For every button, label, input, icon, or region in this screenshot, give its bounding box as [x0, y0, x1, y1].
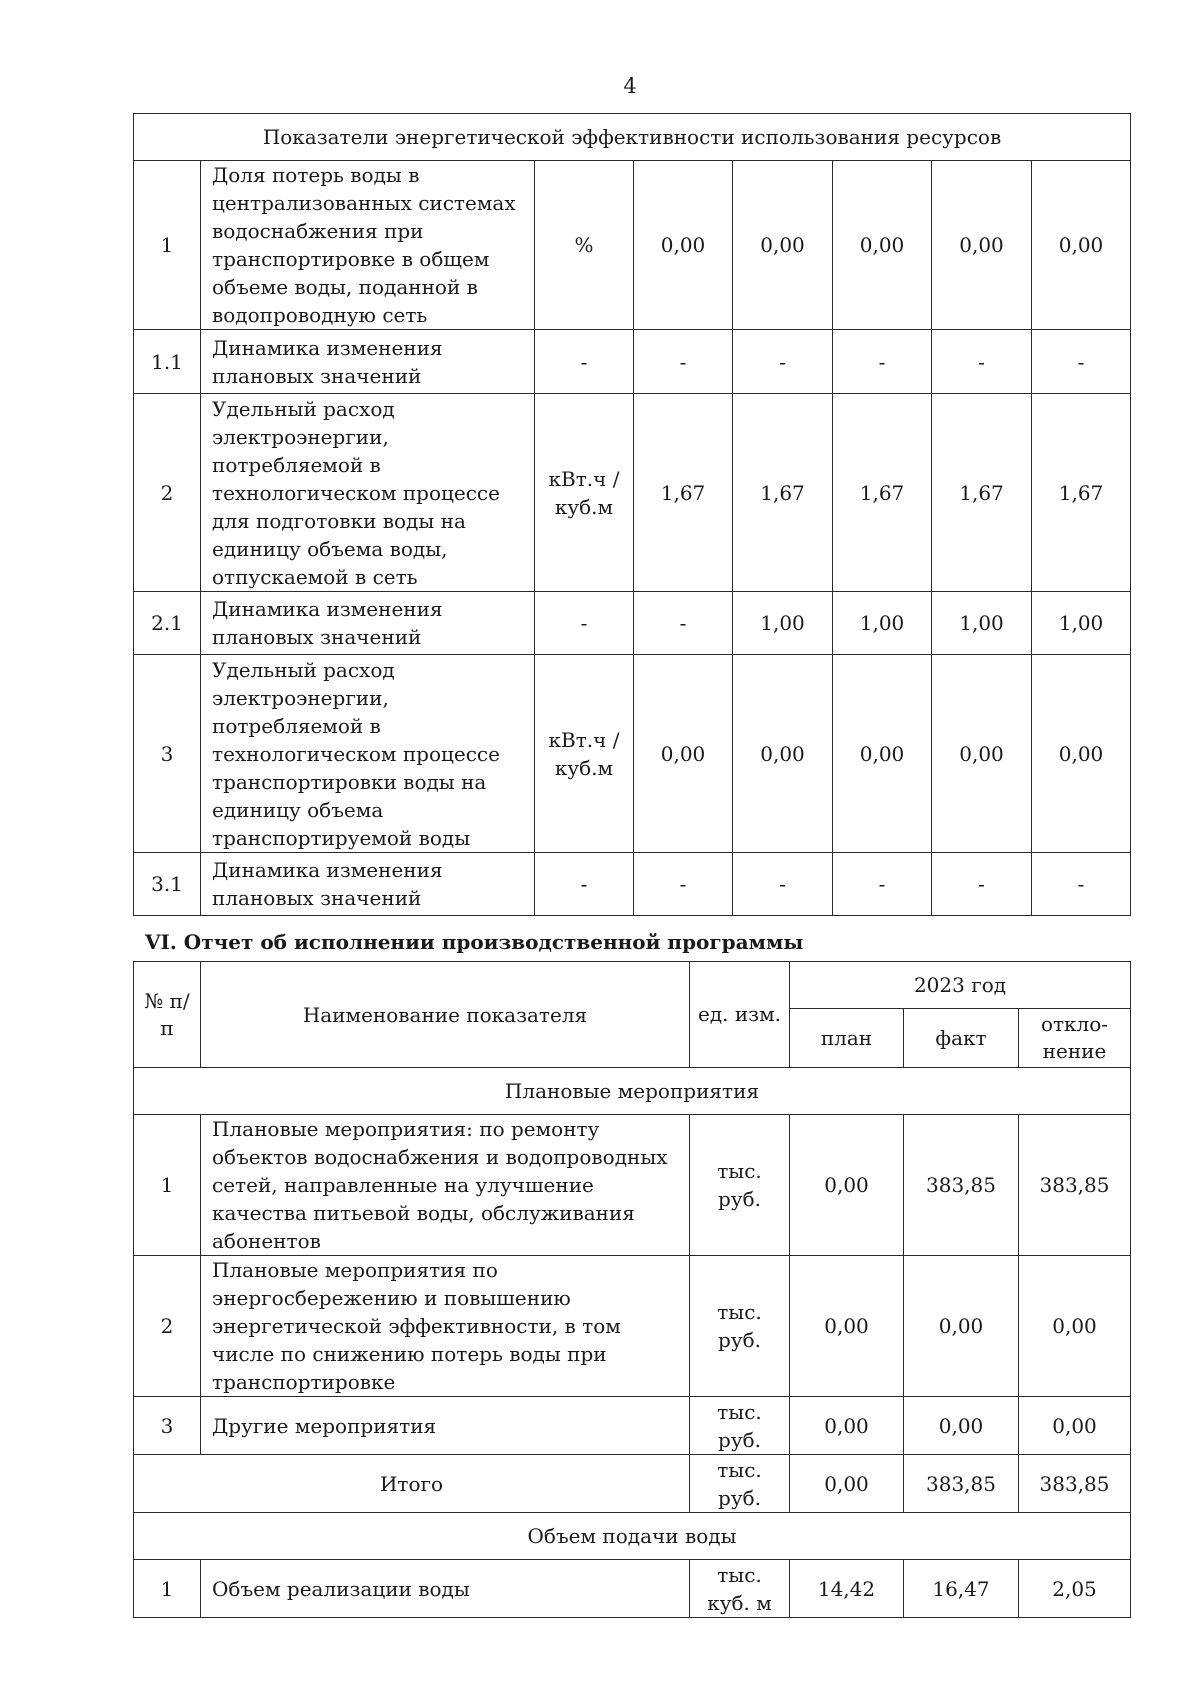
- row-number: 1.1: [134, 330, 201, 394]
- unit: -: [535, 853, 634, 916]
- value-cell: 0,00: [1032, 161, 1131, 330]
- value-cell: 0,00: [932, 161, 1032, 330]
- deviation-value: 2,05: [1019, 1560, 1131, 1618]
- value-cell: 1,00: [833, 592, 932, 655]
- value-cell: 0,00: [932, 655, 1032, 853]
- table-row: [134, 1256, 1131, 1397]
- plan-value: 14,42: [790, 1560, 904, 1618]
- value-cell: 1,67: [1032, 394, 1131, 592]
- header-unit: ед. изм.: [690, 962, 790, 1068]
- value-cell: -: [634, 330, 733, 394]
- plan-value: 0,00: [790, 1256, 904, 1397]
- value-cell: -: [733, 330, 833, 394]
- header-row: [134, 962, 1131, 1009]
- indicator-name: Динамика изменения плановых значений: [201, 592, 535, 655]
- value-cell: 1,67: [932, 394, 1032, 592]
- header-year: 2023 год: [790, 962, 1131, 1009]
- total-label: Итого: [134, 1455, 690, 1513]
- unit: -: [535, 592, 634, 655]
- value-cell: 0,00: [634, 655, 733, 853]
- unit: -: [535, 330, 634, 394]
- value-cell: 1,67: [833, 394, 932, 592]
- row-number: 1: [134, 1115, 201, 1256]
- row-number: 1: [134, 161, 201, 330]
- header-fact: факт: [904, 1009, 1019, 1068]
- unit: %: [535, 161, 634, 330]
- unit: тыс. куб. м: [690, 1560, 790, 1618]
- value-cell: -: [733, 853, 833, 916]
- deviation-value: 0,00: [1019, 1397, 1131, 1455]
- row-number: 3.1: [134, 853, 201, 916]
- measure-name: Объем реализации воды: [201, 1560, 690, 1618]
- table-row: [134, 394, 1131, 592]
- indicator-name: Удельный расход электроэнергии, потребляемой в технологическом процессе для подготовки воды на единицу объема воды, отпускаемой в сеть: [201, 394, 535, 592]
- energy-efficiency-table: [133, 113, 1131, 916]
- value-cell: -: [634, 853, 733, 916]
- fact-value: 383,85: [904, 1115, 1019, 1256]
- measure-name: Плановые мероприятия по энергосбережению и повышению энергетической эффективности, в том числе по снижению потерь воды при транспортировке: [201, 1256, 690, 1397]
- header-number: № п/п: [134, 962, 201, 1068]
- deviation-value: 0,00: [1019, 1256, 1131, 1397]
- value-cell: -: [932, 330, 1032, 394]
- table-row: [134, 330, 1131, 394]
- value-cell: -: [833, 330, 932, 394]
- measure-name: Плановые мероприятия: по ремонту объектов водоснабжения и водопроводных сетей, направленные на улучшение качества питьевой воды, обслуживания абонентов: [201, 1115, 690, 1256]
- unit: тыс. руб.: [690, 1115, 790, 1256]
- value-cell: 1,00: [733, 592, 833, 655]
- header-plan: план: [790, 1009, 904, 1068]
- value-cell: 1,67: [733, 394, 833, 592]
- fact-value: 16,47: [904, 1560, 1019, 1618]
- fact-value: 0,00: [904, 1397, 1019, 1455]
- value-cell: 1,67: [634, 394, 733, 592]
- fact-value: 383,85: [904, 1455, 1019, 1513]
- value-cell: 0,00: [833, 655, 932, 853]
- measure-name: Другие мероприятия: [201, 1397, 690, 1455]
- deviation-value: 383,85: [1019, 1455, 1131, 1513]
- unit: кВт.ч / куб.м: [535, 394, 634, 592]
- section-row-energy-efficiency: [134, 114, 1131, 161]
- section-title: Показатели энергетической эффективности использования ресурсов: [134, 114, 1131, 161]
- value-cell: 0,00: [833, 161, 932, 330]
- value-cell: -: [1032, 330, 1131, 394]
- value-cell: 1,00: [932, 592, 1032, 655]
- value-cell: 0,00: [634, 161, 733, 330]
- unit: тыс. руб.: [690, 1455, 790, 1513]
- table-row: [134, 1560, 1131, 1618]
- indicator-name: Динамика изменения плановых значений: [201, 853, 535, 916]
- row-number: 1: [134, 1560, 201, 1618]
- unit: тыс. руб.: [690, 1256, 790, 1397]
- section-row-water-supply: [134, 1513, 1131, 1560]
- value-cell: -: [833, 853, 932, 916]
- section-heading: VI. Отчет об исполнении производственной программы: [145, 930, 804, 954]
- row-number: 2: [134, 1256, 201, 1397]
- value-cell: 1,00: [1032, 592, 1131, 655]
- row-number: 3: [134, 1397, 201, 1455]
- total-row: [134, 1455, 1131, 1513]
- plan-value: 0,00: [790, 1397, 904, 1455]
- group-title: Плановые мероприятия: [134, 1068, 1131, 1115]
- table-row: [134, 1397, 1131, 1455]
- value-cell: -: [634, 592, 733, 655]
- value-cell: -: [932, 853, 1032, 916]
- value-cell: 0,00: [733, 655, 833, 853]
- value-cell: 0,00: [1032, 655, 1131, 853]
- page-number: 4: [623, 74, 637, 98]
- indicator-name: Доля потерь воды в централизованных системах водоснабжения при транспортировке в общем объеме воды, поданной в водопроводную сеть: [201, 161, 535, 330]
- group-title: Объем подачи воды: [134, 1513, 1131, 1560]
- row-number: 2: [134, 394, 201, 592]
- fact-value: 0,00: [904, 1256, 1019, 1397]
- section-row-planned-measures: [134, 1068, 1131, 1115]
- table-row: [134, 161, 1131, 330]
- header-deviation: откло-нение: [1019, 1009, 1131, 1068]
- indicator-name: Динамика изменения плановых значений: [201, 330, 535, 394]
- value-cell: 0,00: [733, 161, 833, 330]
- indicator-name: Удельный расход электроэнергии, потребляемой в технологическом процессе транспортировки воды на единицу объема транспортируемой воды: [201, 655, 535, 853]
- row-number: 3: [134, 655, 201, 853]
- header-name: Наименование показателя: [201, 962, 690, 1068]
- plan-value: 0,00: [790, 1115, 904, 1256]
- value-cell: -: [1032, 853, 1131, 916]
- table-row: [134, 853, 1131, 916]
- table-row: [134, 592, 1131, 655]
- plan-value: 0,00: [790, 1455, 904, 1513]
- deviation-value: 383,85: [1019, 1115, 1131, 1256]
- unit: тыс. руб.: [690, 1397, 790, 1455]
- table-row: [134, 655, 1131, 853]
- table-row: [134, 1115, 1131, 1256]
- unit: кВт.ч / куб.м: [535, 655, 634, 853]
- row-number: 2.1: [134, 592, 201, 655]
- production-program-report-table: [133, 961, 1131, 1618]
